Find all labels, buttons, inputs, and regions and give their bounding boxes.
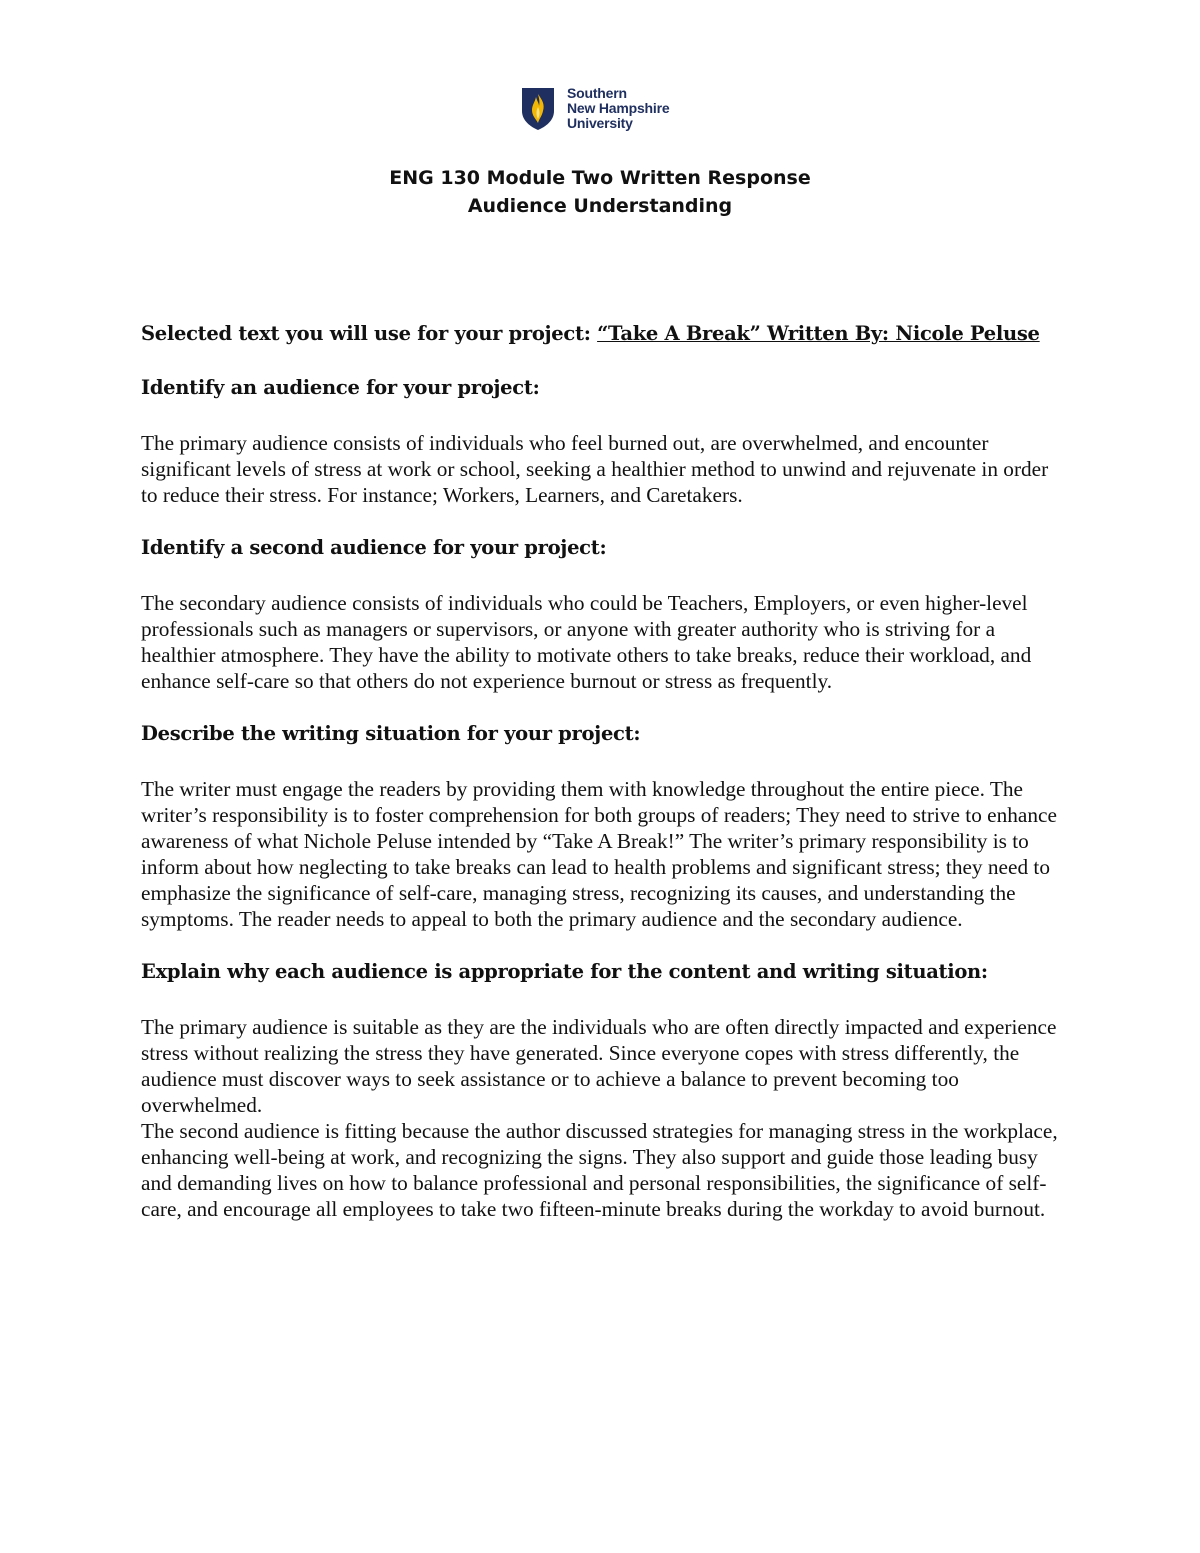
question-second-audience: Identify a second audience for your project: bbox=[141, 536, 607, 559]
logo-line-2: New Hampshire bbox=[567, 100, 670, 116]
question-writing-situation: Describe the writing situation for your project: bbox=[141, 722, 641, 745]
question-explain-audiences: Explain why each audience is appropriate for the content and writing situation: bbox=[141, 960, 988, 983]
logo-line-1: Southern bbox=[567, 85, 627, 101]
answer-primary-audience: The primary audience consists of individuals who feel burned out, are overwhelmed, and encounter significant levels of stress at work or school, seeking a healthier method to unwind and rejuvenate in order to reduce their stress. For instance; Workers, Learners, and Caretakers. bbox=[141, 431, 1049, 507]
logo-wordmark bbox=[567, 86, 669, 131]
selected-text-value: “Take A Break” Written By: Nicole Peluse bbox=[597, 322, 1040, 345]
document-body bbox=[141, 320, 1066, 1222]
answer-explain-primary: The primary audience is suitable as they are the individuals who are often directly impacted and experience stress without realizing the stress they have generated. Since everyone copes with stress differently, the audience must discover ways to seek assistance or to achieve a balance to prevent becoming too overwhelmed. bbox=[141, 1015, 1057, 1117]
selected-text-label: Selected text you will use for your project: bbox=[141, 322, 598, 345]
selected-text-line bbox=[141, 320, 1066, 348]
document-title: ENG 130 Module Two Written Response bbox=[389, 167, 811, 189]
university-logo bbox=[521, 86, 669, 131]
answer-second-audience: The secondary audience consists of individuals who could be Teachers, Employers, or even higher-level professionals such as managers or supervisors, or anyone with greater authority who is striving for a healthier atmosphere. They have the ability to motivate others to take breaks, reduce their workload, and enhance self-care so that others do not experience burnout or stress as frequently. bbox=[141, 591, 1032, 693]
answer-writing-situation: The writer must engage the readers by providing them with knowledge throughout the entire piece. The writer’s responsibility is to foster comprehension for both groups of readers; They need to strive to enhance awareness of what Nichole Peluse intended by “Take A Break!” The writer’s primary responsibility is to inform about how neglecting to take breaks can lead to health problems and significant stress; they need to emphasize the significance of self-care, managing stress, recognizing its causes, and understanding the symptoms. The reader needs to appeal to both the primary audience and the secondary audience. bbox=[141, 777, 1057, 931]
shield-flame-icon bbox=[521, 87, 555, 131]
answer-explain-second: The second audience is fitting because the author discussed strategies for managing stress in the workplace, enhancing well-being at work, and recognizing the signs. They also support and guide those leading busy and demanding lives on how to balance professional and personal responsibilities, the significance of self-care, and encourage all employees to take two fifteen-minute breaks during the workday to avoid burnout. bbox=[141, 1119, 1058, 1221]
logo-line-3: University bbox=[567, 115, 633, 131]
question-primary-audience: Identify an audience for your project: bbox=[141, 376, 540, 399]
document-subtitle: Audience Understanding bbox=[467, 195, 733, 217]
